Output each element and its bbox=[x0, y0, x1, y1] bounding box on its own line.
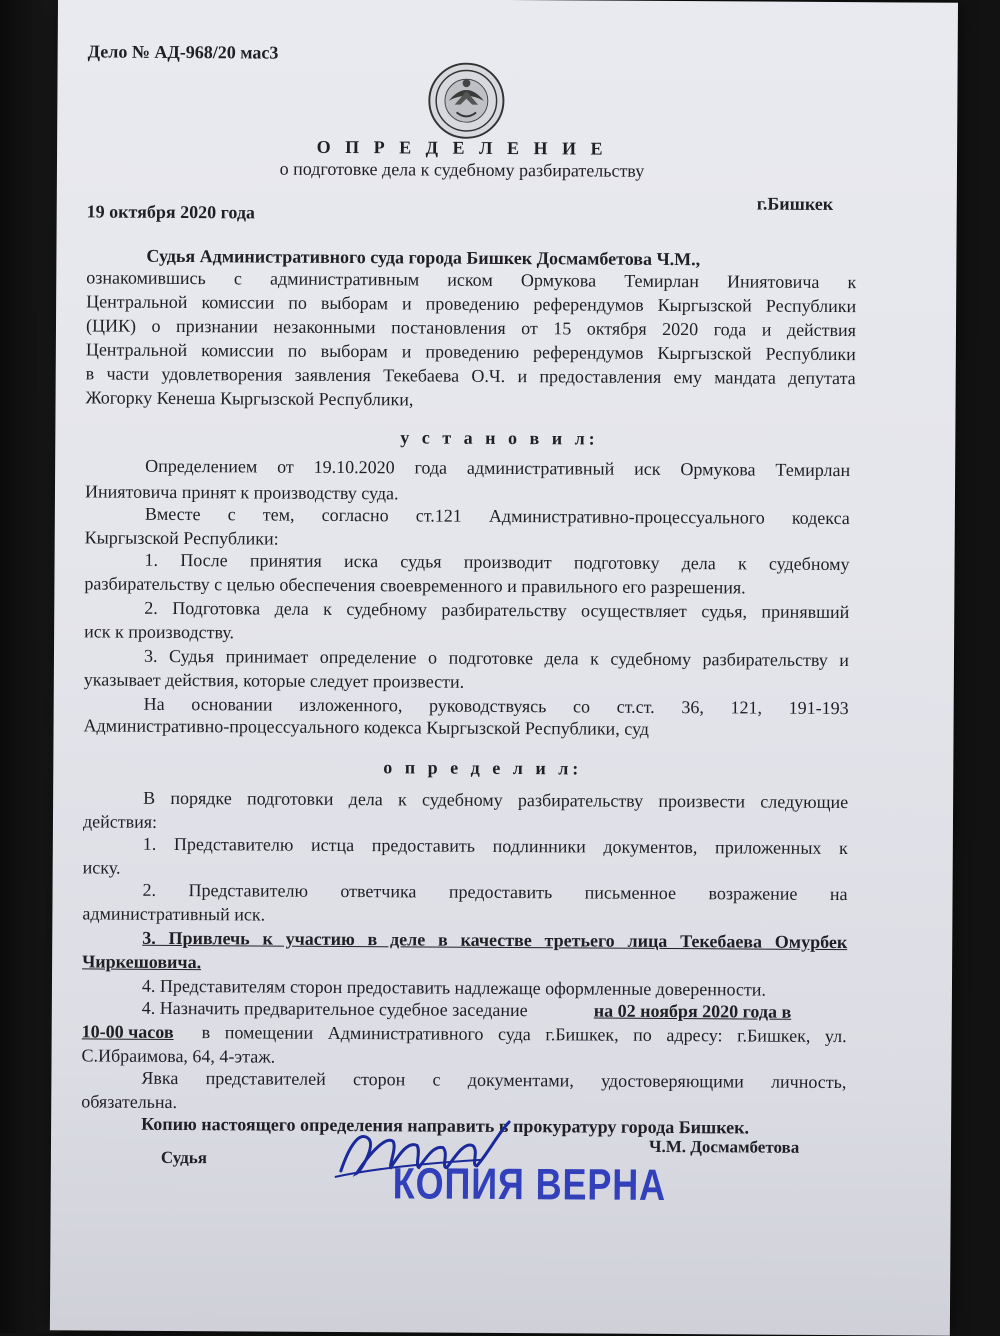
decided-line: административный иск. bbox=[82, 903, 266, 925]
intro-line: (ЦИК) о признании незаконными постановления от 15 октября 2020 года и действия bbox=[85, 315, 857, 341]
decided-line: Копию настоящего определения направить в прокуратуру города Бишкек. bbox=[141, 1113, 750, 1138]
state-emblem-icon bbox=[427, 62, 505, 140]
hearing-date: на 02 ноября 2020 года в bbox=[593, 1000, 792, 1022]
established-line: Иниятовича принят к производству суда. bbox=[84, 481, 399, 504]
established-line: иск к производству. bbox=[84, 621, 235, 643]
document-subtitle: о подготовке дела к судебному разбирательству bbox=[279, 158, 645, 181]
document-page bbox=[50, 0, 958, 1336]
heading-decided: о п р е д е л и л: bbox=[383, 757, 583, 779]
intro-line: в части удовлетворения заявления Текебаева О.Ч. и предоставления ему мандата депутата bbox=[85, 363, 856, 389]
intro-line: Судья Административного суда города Бишкек Досмамбетова Ч.М., bbox=[146, 245, 701, 270]
intro-line: Центральной комиссии по выборам и проведению референдумов Кыргызской Республики bbox=[86, 291, 857, 317]
decided-line: С.Ибраимова, 64, 4-этаж. bbox=[81, 1045, 276, 1067]
decided-line: 2. Представителю ответчика предоставить письменное возражение на bbox=[142, 879, 848, 905]
heading-established: у с т а н о в и л: bbox=[400, 427, 599, 449]
document-city: г.Бишкек bbox=[756, 193, 834, 214]
judge-label: Судья bbox=[160, 1147, 208, 1168]
copy-certified-stamp: КОПИЯ ВЕРНА bbox=[392, 1159, 667, 1210]
document-date: 19 октября 2020 года bbox=[86, 201, 256, 223]
decided-line-third-party: Чиркешовича. bbox=[82, 951, 202, 973]
established-line: Определением от 19.10.2020 года административный иск Ормукова Темирлан bbox=[145, 455, 851, 481]
established-line: указывает действия, которые следует произвести. bbox=[83, 669, 465, 692]
decided-line: 1. Представителю истца предоставить подлинники документов, приложенных к bbox=[142, 833, 848, 859]
decided-line: иску. bbox=[82, 857, 121, 878]
decided-line-third-party: 3. Привлечь к участию в деле в качестве третьего лица Текебаева Омурбек bbox=[142, 927, 848, 953]
intro-line: Жогорку Кенеша Кыргызской Республики, bbox=[85, 387, 414, 410]
established-line: Административно-процессуального кодекса Кыргызской Республики, суд bbox=[83, 715, 650, 739]
decided-line: действия: bbox=[82, 811, 158, 832]
established-line: Кыргызской Республики: bbox=[84, 527, 279, 549]
established-line: 3. Судья принимает определение о подготовке дела к судебному разбирательству и bbox=[143, 645, 850, 671]
case-number: Дело № АД-968/20 мас3 bbox=[87, 41, 279, 63]
document-title: О П Р Е Д Е Л Е Н И Е bbox=[316, 136, 608, 159]
hearing-time: 10-00 часов bbox=[81, 1021, 174, 1042]
decided-line: Явка представителей сторон с документами, удостоверяющими личность, bbox=[141, 1067, 847, 1093]
decided-line: 4. Представителям сторон предоставить надлежаще оформленные доверенности. bbox=[141, 975, 767, 1000]
established-line: Вместе с тем, согласно ст.121 Административно-процессуального кодекса bbox=[144, 503, 850, 529]
decided-line: 4. Назначить предварительное судебное заседание bbox=[141, 997, 528, 1021]
established-line: 1. После принятия иска судья производит подготовку дела к судебному bbox=[144, 549, 850, 575]
established-line: 2. Подготовка дела к судебному разбирательству осуществляет судья, принявший bbox=[144, 597, 850, 623]
decided-line: в помещении Административного суда г.Бишкек, по адресу: г.Бишкек, ул. bbox=[201, 1022, 847, 1047]
decided-line: В порядке подготовки дела к судебному разбирательству произвести следующие bbox=[143, 787, 849, 813]
decided-line: обязательна. bbox=[81, 1091, 178, 1112]
intro-line: Центральной комиссии по выборам и проведению референдумов Кыргызской Республики bbox=[85, 339, 856, 365]
judge-name: Ч.М. Досмамбетова bbox=[648, 1136, 800, 1157]
intro-line: ознакомившись с административным иском Ормукова Темирлан Иниятовича к bbox=[86, 267, 857, 293]
established-line: На основании изложенного, руководствуясь со ст.ст. 36, 121, 191-193 bbox=[143, 693, 849, 719]
established-line: разбирательству с целью обеспечения своевременного и правильного его разрешения. bbox=[84, 573, 746, 598]
